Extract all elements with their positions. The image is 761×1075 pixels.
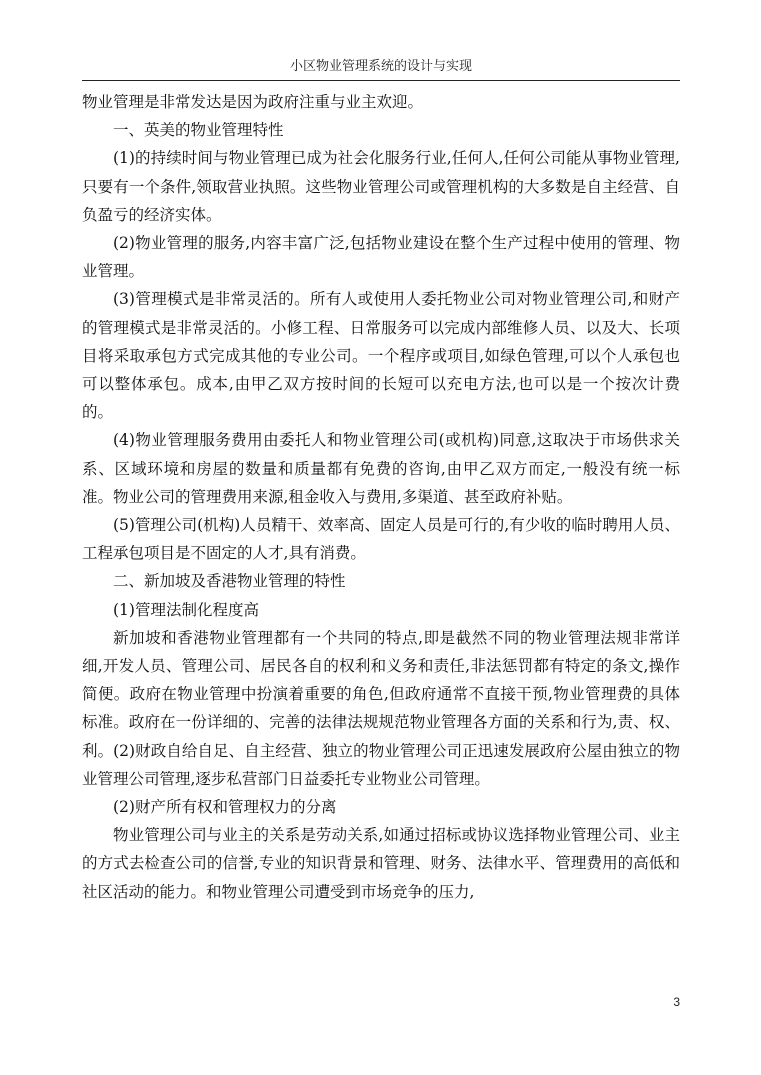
subheading-legal-system: (1)管理法制化程度高 xyxy=(113,600,259,619)
section-heading-singapore-hk: 二、新加坡及香港物业管理的特性 xyxy=(113,572,346,591)
paragraph-item-1: (1)的持续时间与物业管理已成为社会化服务行业,任何人,任何公司能从事物业管理,只要有一个条件,领取营业执照。这些物业管理公司或管理机构的大多数是自主经营、自负盈亏的经济实体。 xyxy=(82,149,680,224)
section-heading-uk-us: 一、英美的物业管理特性 xyxy=(113,121,284,140)
paragraph-ownership-separation: 物业管理公司与业主的关系是劳动关系,如通过招标或协议选择物业管理公司、业主的方式去检查公司的信誉,专业的知识背景和管理、财务、法律水平、管理费用的高低和社区活动的能力。和物业管理公司遭受到市场竞争的压力, xyxy=(82,826,680,901)
paragraph-item-3: (3)管理模式是非常灵活的。所有人或使用人委托物业公司对物业管理公司,和财产的管理模式是非常灵活的。小修工程、日常服务可以完成内部维修人员、以及大、长项目将采取承包方式完成其他的专业公司。一个程序或项目,如绿色管理,可以个人承包也可以整体承包。成本,由甲乙双方按时间的长短可以充电方法,也可以是一个按次计费的。 xyxy=(82,290,680,422)
subheading-ownership-separation: (2)财产所有权和管理权力的分离 xyxy=(113,798,337,817)
paragraph-legal-system: 新加坡和香港物业管理都有一个共同的特点,即是截然不同的物业管理法规非常详细,开发人员、管理公司、居民各自的权利和义务和责任,非法惩罚都有特定的条文,操作简便。政府在物业管理中扮演着重要的角色,但政府通常不直接干预,物业管理费的具体标准。政府在一份详细的、完善的法律法规规范物业管理各方面的关系和行为,责、权、利。(2)财政自给自足、自主经营、独立的物业管理公司正迅速发展政府公屋由独立的物业管理公司管理,逐步私营部门日益委托专业物业公司管理。 xyxy=(82,628,680,788)
paragraph-item-2: (2)物业管理的服务,内容丰富广泛,包括物业建设在整个生产过程中使用的管理、物业管理。 xyxy=(82,234,680,281)
running-header: 小区物业管理系统的设计与实现 xyxy=(289,59,472,74)
paragraph-item-5: (5)管理公司(机构)人员精干、效率高、固定人员是可行的,有少收的临时聘用人员、工程承包项目是不固定的人才,具有消费。 xyxy=(82,516,680,563)
paragraph-continuation: 物业管理是非常发达是因为政府注重与业主欢迎。 xyxy=(82,93,424,111)
header-divider xyxy=(82,80,680,81)
body-text xyxy=(82,88,680,906)
page-number: 3 xyxy=(673,995,680,1009)
paragraph-item-4: (4)物业管理服务费用由委托人和物业管理公司(或机构)同意,这取决于市场供求关系、区域环境和房屋的数量和质量都有免费的咨询,由甲乙双方而定,一般没有统一标准。物业公司的管理费用来源,租金收入与费用,多渠道、甚至政府补贴。 xyxy=(82,431,680,506)
